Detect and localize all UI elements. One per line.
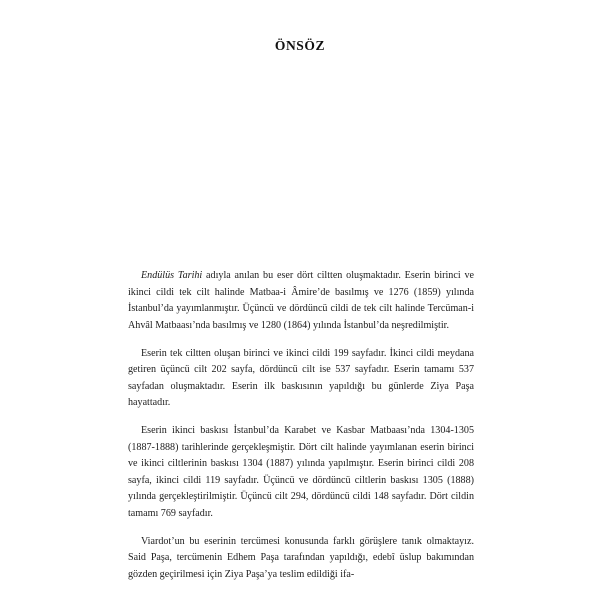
paragraph-1 xyxy=(128,268,474,334)
paragraph-3: Eserin ikinci baskısı İstanbul’da Karabet ve Kasbar Matbaası’nda 1304-1305 (1887-1888) tarihlerinde gerçekleşmiştir. Dört cilt halinde yayımlanan eserin birinci ve ikinci ciltlerinin baskısı 1304 (1887) yılında yapılmıştır. Eserin birinci cildi 208 sayfa, ikinci cildi 119 sayfadır. Üçüncü ve dördüncü ciltlerin baskısı 1305 (1888) yılında gerçekleştirilmiştir. Üçüncü cilt 294, dördüncü cildi 148 sayfadır. Dört cildin tamamı 769 sayfadır. xyxy=(128,425,474,519)
paragraph-1-text: adıyla anılan bu eser dört ciltten oluşmaktadır. Eserin birinci ve ikinci cildi tek cilt halinde Matbaa-i Âmire’de basılmış ve 1276 (1859) yılında İstanbul’da yayımlanmıştır. Üçüncü ve dördüncü cildi de tek cilt halinde Tercüman-i Ahvâl Matbaası’nda basılmış ve 1280 (1864) yılında İstanbul’da neşredilmiştir. xyxy=(128,270,474,331)
paragraph-4: Viardot’un bu eserinin tercümesi konusunda farklı görüşlere tanık olmaktayız. Said Paşa, tercümenin Edhem Paşa tarafından yapıldığı, edebî üslup bakımından gözden geçirilmesi için Ziya Paşa’ya teslim edildiği ifa- xyxy=(128,535,474,580)
paragraph-2: Eserin tek ciltten oluşan birinci ve ikinci cildi 199 sayfadır. İkinci cildi meydana getiren üçüncü cilt 202 sayfa, dördüncü cilt ise 537 sayfadır. Eserin tamamı 537 sayfadan oluşmaktadır. Eserin ilk baskısının yapıldığı bu günlerde Ziya Paşa hayattadır. xyxy=(128,347,474,408)
book-title: Endülüs Tarihi xyxy=(141,270,203,281)
page-title: ÖNSÖZ xyxy=(274,38,326,53)
preface-body xyxy=(128,268,474,595)
